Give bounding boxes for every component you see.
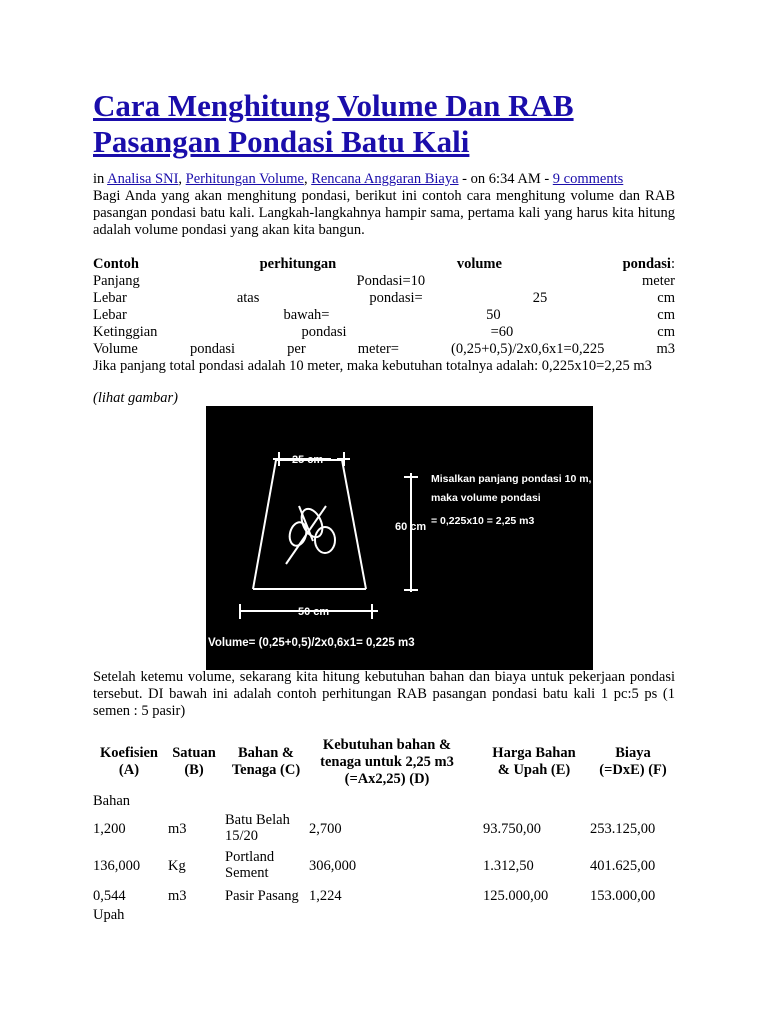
cell-koefisien: 1,200 xyxy=(93,821,126,837)
diagram-note-line-3: = 0,225x10 = 2,25 m3 xyxy=(431,515,535,527)
top-width-label: 25 cm xyxy=(292,454,324,466)
label-link-analisa-sni[interactable]: Analisa SNI xyxy=(107,171,179,187)
col-header-koefisien: Koefisien (A) xyxy=(100,745,158,778)
cell-kebutuhan: 1,224 xyxy=(309,888,342,904)
line-word: meter xyxy=(641,273,675,289)
heading-word: volume xyxy=(456,256,502,272)
col-header-bahan-tenaga: Bahan & Tenaga (C) xyxy=(231,745,301,778)
line-word: Volume xyxy=(93,341,138,357)
cell-harga: 93.750,00 xyxy=(483,821,541,837)
meta-separator: , xyxy=(303,171,312,187)
line-lebar-atas xyxy=(93,290,675,307)
col-header-kebutuhan: Kebutuhan bahan & tenaga untuk 2,25 m3 (=Ax2,25) (D) xyxy=(320,737,454,787)
line-word: pondasi xyxy=(189,341,236,357)
after-figure-paragraph: Setelah ketemu volume, sekarang kita hitung kebutuhan bahan dan biaya untuk pekerjaan pondasi tersebut. DI bawah ini adalah contoh perhitungan RAB pasangan pondasi batu kali 1 pc:5 ps (1 semen : 5 pasir) xyxy=(93,669,675,719)
cell-koefisien: 0,544 xyxy=(93,888,126,904)
cell-satuan: m3 xyxy=(168,821,187,837)
label-link-rencana-anggaran-biaya[interactable]: Rencana Anggaran Biaya xyxy=(311,171,459,187)
line-word: 25 xyxy=(532,290,548,306)
cell-biaya: 401.625,00 xyxy=(590,858,656,874)
foundation-diagram xyxy=(206,406,593,670)
line-word: =60 xyxy=(490,324,514,340)
line-word: cm xyxy=(657,324,675,340)
diagram-note-line-1: Misalkan panjang pondasi 10 m, xyxy=(431,473,592,485)
cell-bahan: Batu Belah 15/20 xyxy=(225,812,290,844)
heading-word: Contoh xyxy=(93,256,139,272)
section-label-upah: Upah xyxy=(93,907,125,923)
line-volume xyxy=(93,341,675,358)
line-word: atas xyxy=(236,290,260,306)
cell-harga: 1.312,50 xyxy=(483,858,534,874)
diagram-formula: Volume= (0,25+0,5)/2x0,6x1= 0,225 m3 xyxy=(208,637,415,649)
total-line: Jika panjang total pondasi adalah 10 meter, maka kebutuhan totalnya adalah: 0,225x10=2,25 m3 xyxy=(93,358,652,374)
post-meta xyxy=(93,171,623,188)
meta-prefix: in xyxy=(93,171,108,187)
section-label-bahan: Bahan xyxy=(93,793,131,809)
comments-link[interactable]: 9 comments xyxy=(552,171,624,187)
post-time: - on 6:34 AM - xyxy=(458,171,553,187)
line-word: pondasi= xyxy=(369,290,423,306)
heading-word: perhitungan xyxy=(259,256,337,272)
line-word: 50 xyxy=(486,307,501,323)
line-ketinggian xyxy=(93,324,675,341)
line-lebar-bawah xyxy=(93,307,675,324)
example-heading xyxy=(93,256,675,273)
title-line-2: Pasangan Pondasi Batu Kali xyxy=(93,124,470,159)
line-word: Lebar xyxy=(93,290,127,306)
post-title[interactable] xyxy=(93,88,574,160)
cell-kebutuhan: 2,700 xyxy=(309,821,342,837)
line-word: m3 xyxy=(656,341,675,357)
cell-biaya: 253.125,00 xyxy=(590,821,656,837)
line-word: Panjang xyxy=(93,273,140,289)
col-header-harga: Harga Bahan & Upah (E) xyxy=(492,745,576,778)
col-header-satuan: Satuan (B) xyxy=(172,745,216,778)
heading-word-last: pondasi: xyxy=(622,256,675,272)
label-link-perhitungan-volume[interactable]: Perhitungan Volume xyxy=(185,171,304,187)
line-panjang xyxy=(93,273,675,290)
cell-bahan: Pasir Pasang xyxy=(225,888,299,904)
line-word: (0,25+0,5)/2x0,6x1=0,225 xyxy=(451,341,605,357)
meta-separator: , xyxy=(178,171,186,187)
line-word: Lebar xyxy=(93,307,127,323)
line-word: pondasi xyxy=(301,324,347,340)
line-word: meter= xyxy=(357,341,399,357)
line-word: bawah= xyxy=(283,307,330,323)
line-word: Pondasi=10 xyxy=(356,273,426,289)
height-label: 60 cm xyxy=(395,521,427,533)
cell-koefisien: 136,000 xyxy=(93,858,141,874)
cell-harga: 125.000,00 xyxy=(483,888,549,904)
cell-bahan: Portland Sement xyxy=(225,849,275,881)
title-line-1: Cara Menghitung Volume Dan RAB xyxy=(93,88,574,123)
post-title-link[interactable] xyxy=(93,88,574,159)
bottom-width-label: 50 cm xyxy=(298,606,330,618)
cell-satuan: m3 xyxy=(168,888,187,904)
line-word: cm xyxy=(657,307,675,323)
line-word: cm xyxy=(657,290,675,306)
intro-paragraph: Bagi Anda yang akan menghitung pondasi, berikut ini contoh cara menghitung volume dan RAB pasangan pondasi batu kali. Langkah-langkahnya hampir sama, pertama kali yang harus kita hitung adalah volume pondasi yang akan kita bangun. xyxy=(93,188,675,238)
line-word: Ketinggian xyxy=(93,324,158,340)
cell-kebutuhan: 306,000 xyxy=(309,858,357,874)
col-header-biaya: Biaya (=DxE) (F) xyxy=(599,745,667,778)
cell-satuan: Kg xyxy=(168,858,186,874)
diagram-note-line-2: maka volume pondasi xyxy=(431,492,541,504)
see-image-note: (lihat gambar) xyxy=(93,390,178,406)
cell-biaya: 153.000,00 xyxy=(590,888,656,904)
line-word: per xyxy=(287,341,306,357)
